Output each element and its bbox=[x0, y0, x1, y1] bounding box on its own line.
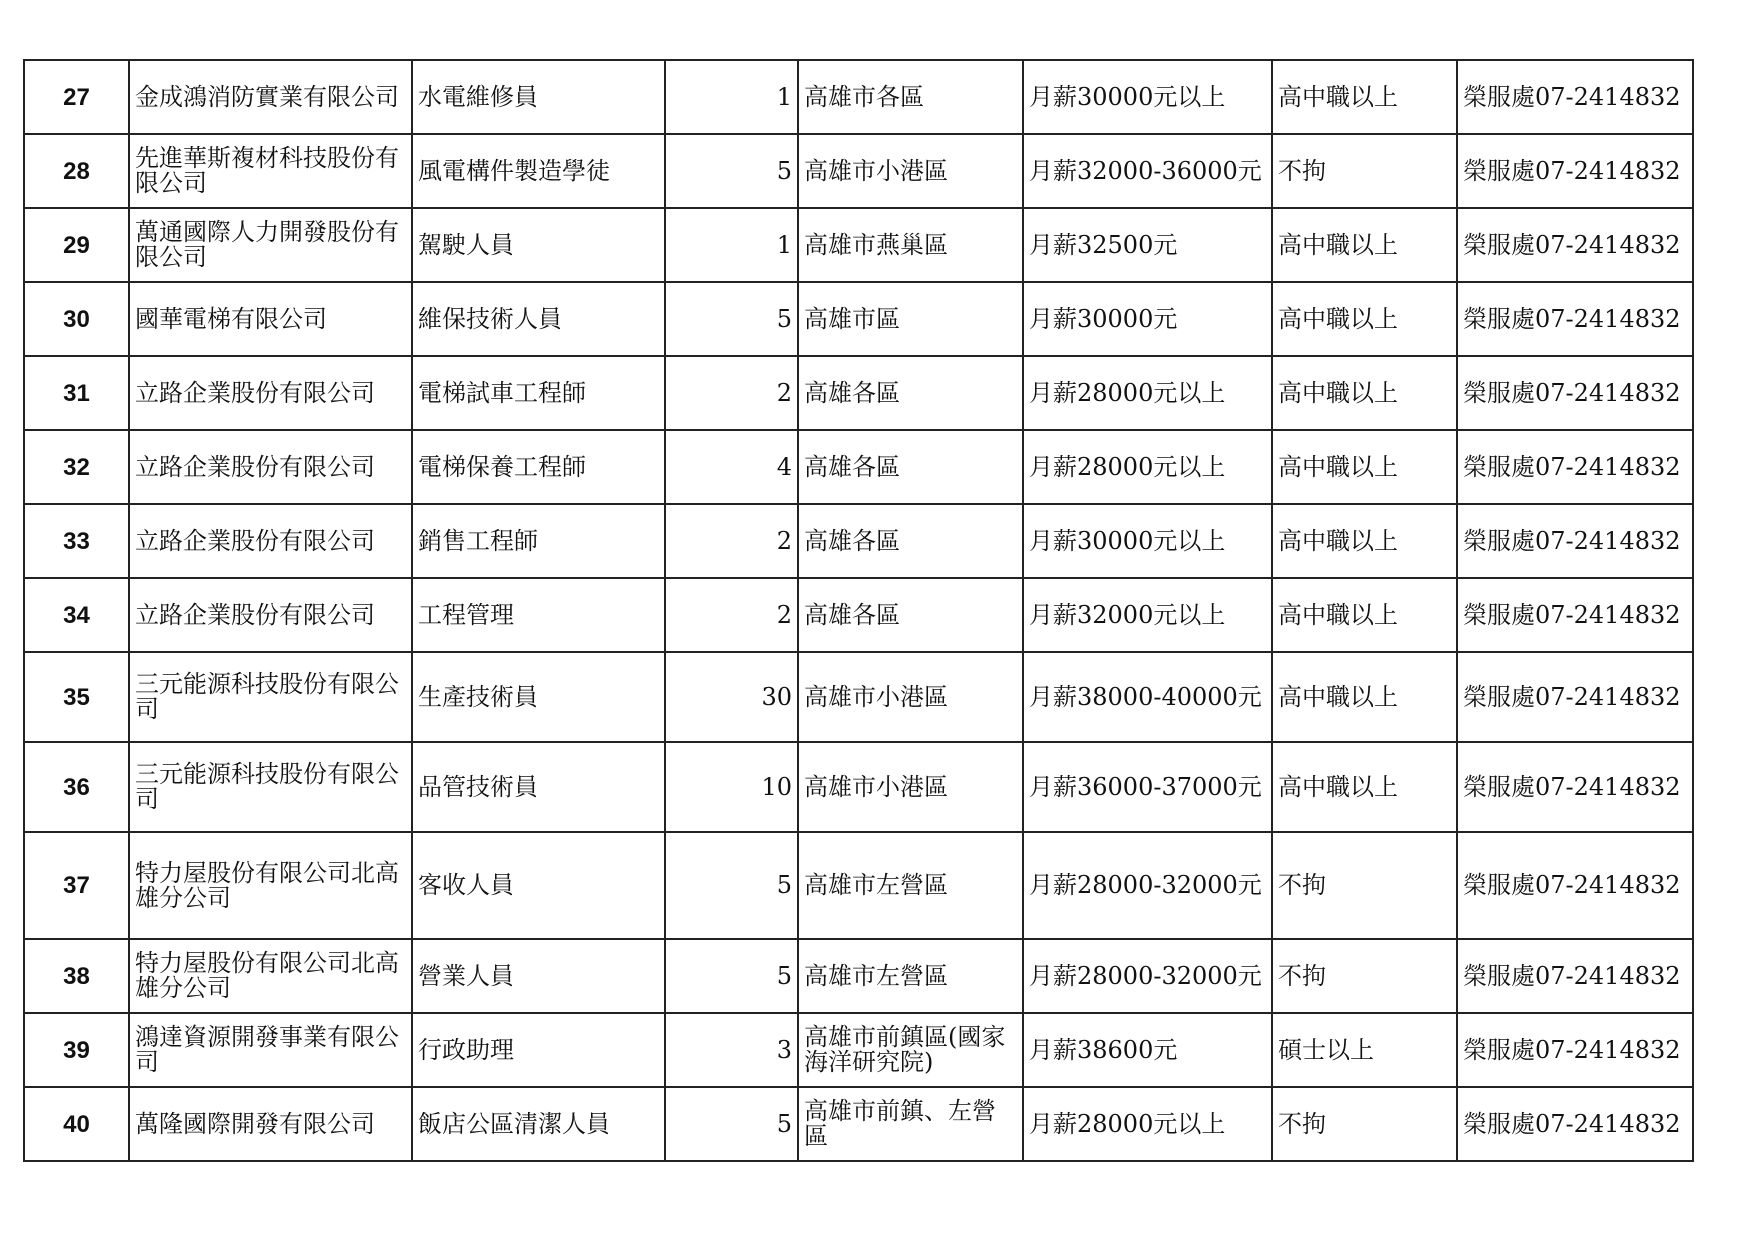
education-requirement: 高中職以上 bbox=[1272, 282, 1457, 356]
education-requirement: 高中職以上 bbox=[1272, 60, 1457, 134]
job-title: 營業人員 bbox=[412, 939, 665, 1013]
contact-info: 榮服處07-2414832 bbox=[1457, 1013, 1693, 1087]
table-row bbox=[24, 742, 1693, 832]
salary: 月薪28000元以上 bbox=[1023, 1087, 1272, 1161]
table-row bbox=[24, 652, 1693, 742]
salary: 月薪28000元以上 bbox=[1023, 430, 1272, 504]
row-number: 39 bbox=[24, 1013, 129, 1087]
job-rows bbox=[24, 60, 1693, 1161]
contact-info: 榮服處07-2414832 bbox=[1457, 430, 1693, 504]
work-location: 高雄市前鎮、左營區 bbox=[798, 1087, 1023, 1161]
contact-info: 榮服處07-2414832 bbox=[1457, 134, 1693, 208]
education-requirement: 高中職以上 bbox=[1272, 652, 1457, 742]
table-row bbox=[24, 208, 1693, 282]
row-number: 36 bbox=[24, 742, 129, 832]
company-name: 立路企業股份有限公司 bbox=[129, 430, 412, 504]
company-name: 立路企業股份有限公司 bbox=[129, 504, 412, 578]
company-name: 金成鴻消防實業有限公司 bbox=[129, 60, 412, 134]
company-name: 鴻達資源開發事業有限公司 bbox=[129, 1013, 412, 1087]
salary: 月薪30000元以上 bbox=[1023, 504, 1272, 578]
contact-info: 榮服處07-2414832 bbox=[1457, 60, 1693, 134]
openings-count: 5 bbox=[665, 134, 798, 208]
openings-count: 5 bbox=[665, 832, 798, 939]
table-row bbox=[24, 578, 1693, 652]
job-title: 行政助理 bbox=[412, 1013, 665, 1087]
job-title: 電梯試車工程師 bbox=[412, 356, 665, 430]
row-number: 32 bbox=[24, 430, 129, 504]
work-location: 高雄各區 bbox=[798, 578, 1023, 652]
education-requirement: 不拘 bbox=[1272, 939, 1457, 1013]
salary: 月薪38000-40000元 bbox=[1023, 652, 1272, 742]
company-name: 三元能源科技股份有限公司 bbox=[129, 742, 412, 832]
openings-count: 3 bbox=[665, 1013, 798, 1087]
education-requirement: 高中職以上 bbox=[1272, 742, 1457, 832]
table-row bbox=[24, 60, 1693, 134]
row-number: 33 bbox=[24, 504, 129, 578]
row-number: 29 bbox=[24, 208, 129, 282]
contact-info: 榮服處07-2414832 bbox=[1457, 832, 1693, 939]
contact-info: 榮服處07-2414832 bbox=[1457, 356, 1693, 430]
job-title: 風電構件製造學徒 bbox=[412, 134, 665, 208]
work-location: 高雄各區 bbox=[798, 430, 1023, 504]
contact-info: 榮服處07-2414832 bbox=[1457, 939, 1693, 1013]
salary: 月薪38600元 bbox=[1023, 1013, 1272, 1087]
education-requirement: 高中職以上 bbox=[1272, 430, 1457, 504]
work-location: 高雄市區 bbox=[798, 282, 1023, 356]
table-row bbox=[24, 939, 1693, 1013]
job-title: 客收人員 bbox=[412, 832, 665, 939]
company-name: 立路企業股份有限公司 bbox=[129, 578, 412, 652]
work-location: 高雄各區 bbox=[798, 356, 1023, 430]
education-requirement: 高中職以上 bbox=[1272, 504, 1457, 578]
job-listing-table bbox=[23, 59, 1694, 1162]
contact-info: 榮服處07-2414832 bbox=[1457, 1087, 1693, 1161]
company-name: 立路企業股份有限公司 bbox=[129, 356, 412, 430]
education-requirement: 碩士以上 bbox=[1272, 1013, 1457, 1087]
row-number: 27 bbox=[24, 60, 129, 134]
openings-count: 2 bbox=[665, 578, 798, 652]
openings-count: 4 bbox=[665, 430, 798, 504]
salary: 月薪32500元 bbox=[1023, 208, 1272, 282]
education-requirement: 不拘 bbox=[1272, 832, 1457, 939]
table-row bbox=[24, 134, 1693, 208]
company-name: 特力屋股份有限公司北高雄分公司 bbox=[129, 832, 412, 939]
work-location: 高雄市左營區 bbox=[798, 939, 1023, 1013]
contact-info: 榮服處07-2414832 bbox=[1457, 578, 1693, 652]
openings-count: 2 bbox=[665, 356, 798, 430]
row-number: 37 bbox=[24, 832, 129, 939]
job-title: 電梯保養工程師 bbox=[412, 430, 665, 504]
company-name: 萬隆國際開發有限公司 bbox=[129, 1087, 412, 1161]
salary: 月薪32000元以上 bbox=[1023, 578, 1272, 652]
table-row bbox=[24, 282, 1693, 356]
work-location: 高雄各區 bbox=[798, 504, 1023, 578]
job-title: 飯店公區清潔人員 bbox=[412, 1087, 665, 1161]
job-title: 水電維修員 bbox=[412, 60, 665, 134]
openings-count: 10 bbox=[665, 742, 798, 832]
company-name: 國華電梯有限公司 bbox=[129, 282, 412, 356]
job-title: 銷售工程師 bbox=[412, 504, 665, 578]
openings-count: 5 bbox=[665, 939, 798, 1013]
education-requirement: 高中職以上 bbox=[1272, 208, 1457, 282]
contact-info: 榮服處07-2414832 bbox=[1457, 282, 1693, 356]
work-location: 高雄市前鎮區(國家海洋研究院) bbox=[798, 1013, 1023, 1087]
work-location: 高雄市小港區 bbox=[798, 742, 1023, 832]
contact-info: 榮服處07-2414832 bbox=[1457, 504, 1693, 578]
table-row bbox=[24, 1013, 1693, 1087]
row-number: 40 bbox=[24, 1087, 129, 1161]
job-title: 維保技術人員 bbox=[412, 282, 665, 356]
table-row bbox=[24, 430, 1693, 504]
education-requirement: 不拘 bbox=[1272, 1087, 1457, 1161]
job-title: 品管技術員 bbox=[412, 742, 665, 832]
row-number: 28 bbox=[24, 134, 129, 208]
row-number: 35 bbox=[24, 652, 129, 742]
contact-info: 榮服處07-2414832 bbox=[1457, 652, 1693, 742]
education-requirement: 高中職以上 bbox=[1272, 356, 1457, 430]
company-name: 先進華斯複材科技股份有限公司 bbox=[129, 134, 412, 208]
openings-count: 2 bbox=[665, 504, 798, 578]
row-number: 38 bbox=[24, 939, 129, 1013]
company-name: 特力屋股份有限公司北高雄分公司 bbox=[129, 939, 412, 1013]
openings-count: 5 bbox=[665, 282, 798, 356]
table-row bbox=[24, 356, 1693, 430]
row-number: 30 bbox=[24, 282, 129, 356]
salary: 月薪30000元以上 bbox=[1023, 60, 1272, 134]
company-name: 萬通國際人力開發股份有限公司 bbox=[129, 208, 412, 282]
work-location: 高雄市各區 bbox=[798, 60, 1023, 134]
work-location: 高雄市小港區 bbox=[798, 134, 1023, 208]
openings-count: 1 bbox=[665, 60, 798, 134]
row-number: 34 bbox=[24, 578, 129, 652]
table-row bbox=[24, 832, 1693, 939]
openings-count: 1 bbox=[665, 208, 798, 282]
work-location: 高雄市小港區 bbox=[798, 652, 1023, 742]
job-title: 生產技術員 bbox=[412, 652, 665, 742]
salary: 月薪36000-37000元 bbox=[1023, 742, 1272, 832]
contact-info: 榮服處07-2414832 bbox=[1457, 208, 1693, 282]
salary: 月薪28000元以上 bbox=[1023, 356, 1272, 430]
job-title: 工程管理 bbox=[412, 578, 665, 652]
education-requirement: 不拘 bbox=[1272, 134, 1457, 208]
salary: 月薪30000元 bbox=[1023, 282, 1272, 356]
work-location: 高雄市燕巢區 bbox=[798, 208, 1023, 282]
salary: 月薪28000-32000元 bbox=[1023, 832, 1272, 939]
education-requirement: 高中職以上 bbox=[1272, 578, 1457, 652]
job-title: 駕駛人員 bbox=[412, 208, 665, 282]
salary: 月薪28000-32000元 bbox=[1023, 939, 1272, 1013]
openings-count: 5 bbox=[665, 1087, 798, 1161]
company-name: 三元能源科技股份有限公司 bbox=[129, 652, 412, 742]
contact-info: 榮服處07-2414832 bbox=[1457, 742, 1693, 832]
salary: 月薪32000-36000元 bbox=[1023, 134, 1272, 208]
table-row bbox=[24, 504, 1693, 578]
openings-count: 30 bbox=[665, 652, 798, 742]
table-row bbox=[24, 1087, 1693, 1161]
row-number: 31 bbox=[24, 356, 129, 430]
work-location: 高雄市左營區 bbox=[798, 832, 1023, 939]
